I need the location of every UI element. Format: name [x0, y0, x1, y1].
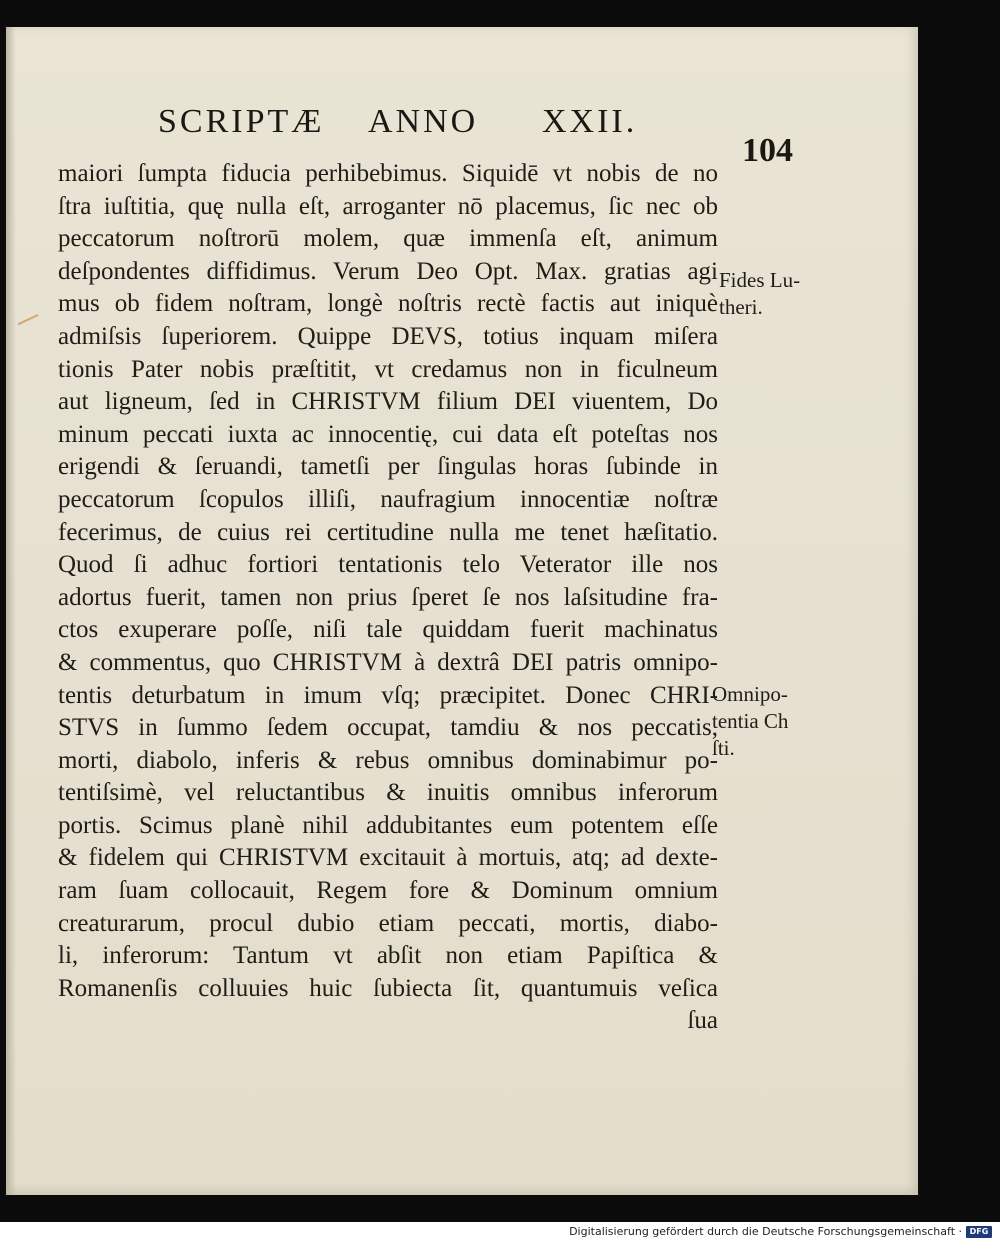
running-head-right: XXII.	[542, 103, 638, 140]
text-line: erigendi & ſeruandi, tametſi per ſingulas horas ſubinde in	[58, 453, 718, 481]
margin-note-line: ſti.	[712, 736, 735, 760]
dfg-logo: DFG	[966, 1226, 992, 1238]
page-gutter-shadow	[6, 27, 16, 1195]
text-line: ctos exuperare poſſe, niſi tale quiddam fuerit machinatus	[58, 616, 718, 644]
text-line: peccatorum noſtrorū molem, quæ immenſa eſt, animum	[58, 225, 718, 253]
body-text	[58, 158, 718, 1038]
margin-note-line: theri.	[719, 295, 763, 319]
text-line: minum peccati iuxta ac innocentię, cui data eſt poteſtas nos	[58, 420, 718, 448]
text-line: creaturarum, procul dubio etiam peccati, mortis, diabo-	[58, 909, 718, 937]
text-line: Romanenſis colluuies huic ſubiecta ſit, quantumuis veſica	[58, 974, 718, 1002]
text-line: tentis deturbatum in imum vſq; præcipitet. Donec CHRI-	[58, 681, 718, 709]
catchword: ſua	[687, 1007, 718, 1035]
margin-note-line: Omnipo-	[712, 682, 788, 706]
text-line: ſtra iuſtitia, quę nulla eſt, arroganter nō placemus, ſic nec ob	[58, 192, 718, 220]
running-head-left: SCRIPTÆ	[158, 103, 325, 140]
text-line: peccatorum ſcopulos illiſi, naufragium innocentiæ noſtræ	[58, 485, 718, 513]
margin-note-omnipotentia	[712, 681, 788, 762]
text-line: Quod ſi adhuc fortiori tentationis telo Veterator ille nos	[58, 551, 718, 579]
text-line: ram ſuam collocauit, Regem fore & Dominum omnium	[58, 877, 718, 905]
text-line: portis. Scimus planè nihil addubitantes eum potentem eſſe	[58, 811, 718, 839]
margin-note-line: Fides Lu-	[719, 268, 801, 292]
text-line: admiſsis ſuperiorem. Quippe DEVS, totius inquam miſera	[58, 322, 718, 350]
text-line: morti, diabolo, inferis & rebus omnibus dominabimur po-	[58, 746, 718, 774]
margin-note-line: tentia Ch	[712, 709, 789, 733]
text-line: adortus fuerit, tamen non prius ſperet ſe nos laſsitudine fra-	[58, 583, 718, 611]
text-line: tentiſsimè, vel reluctantibus & inuitis omnibus inferorum	[58, 779, 718, 807]
text-line: tionis Pater nobis præſtitit, vt credamus non in ficulneum	[58, 355, 718, 383]
text-line: deſpondentes diffidimus. Verum Deo Opt. Max. gratias agi	[58, 257, 718, 285]
text-line: li, inferorum: Tantum vt abſit non etiam Papiſtica &	[58, 942, 718, 970]
text-line: aut ligneum, ſed in CHRISTVM filium DEI viuentem, Do	[58, 388, 718, 416]
footer-credit: Digitalisierung gefördert durch die Deutsche Forschungsgemeinschaft ·	[569, 1225, 962, 1238]
text-line: mus ob fidem noſtram, longè noſtris rectè factis aut iniquè	[58, 290, 718, 318]
running-head-middle: ANNO	[368, 103, 479, 140]
folio-number: 104	[742, 132, 793, 169]
text-line: fecerimus, de cuius rei certitudine nulla me tenet hæſitatio.	[58, 518, 718, 546]
margin-note-fides	[719, 267, 800, 321]
text-line: STVS in ſummo ſedem occupat, tamdiu & nos peccatis,	[58, 714, 718, 742]
text-line: maiori ſumpta fiducia perhibebimus. Siquidē vt nobis de no	[58, 160, 718, 187]
text-line: & commentus, quo CHRISTVM à dextrâ DEI patris omnipo-	[58, 648, 718, 676]
text-line: & fidelem qui CHRISTVM excitauit à mortuis, atq; ad dexte-	[58, 844, 718, 872]
